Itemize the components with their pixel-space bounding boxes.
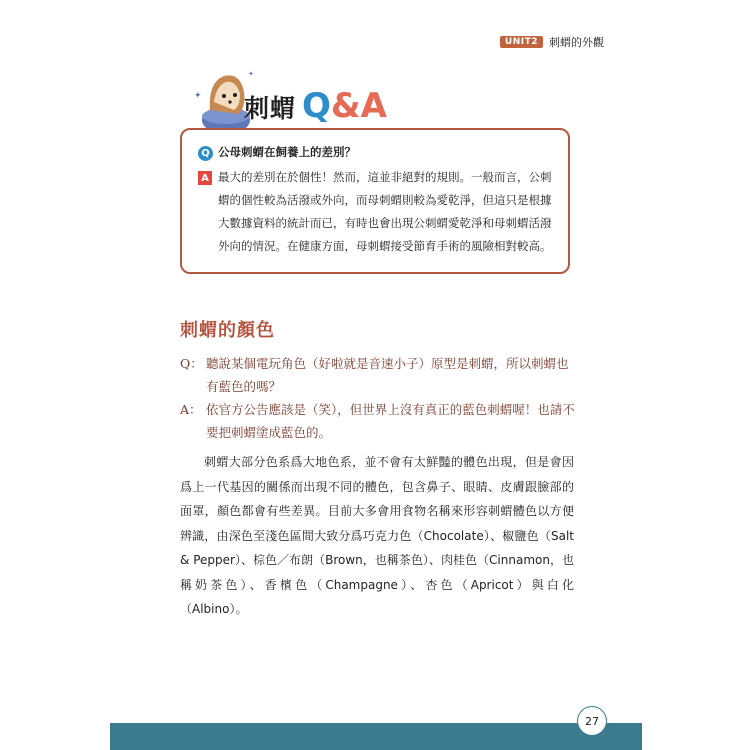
dialogue-q-text: 聽說某個電玩角色（好啦就是音速小子）原型是刺蝟，所以刺蝟也有藍色的嗎？ (206, 356, 569, 394)
qa-heading-zh: 刺蝟 (244, 94, 297, 123)
question-icon: Q (198, 146, 213, 161)
footer-bar (110, 723, 642, 750)
qa-heading-a: A (360, 86, 387, 126)
answer-icon: A (198, 171, 212, 185)
unit-badge: UNIT2 (500, 36, 543, 48)
dialogue-answer (180, 398, 580, 444)
page-number: 27 (577, 706, 607, 736)
book-page (110, 0, 642, 750)
dialogue-block (180, 352, 580, 444)
svg-text:✦: ✦ (194, 91, 202, 101)
dialogue-q-label: Q： (180, 356, 203, 371)
svg-text:✦: ✦ (248, 70, 254, 78)
body-paragraph: 刺蝟大部分色系爲大地色系，並不會有太鮮豔的體色出現，但是會因爲上一代基因的關係而出現不同的體色，包含鼻子、眼睛、皮膚跟臉部的面罩，顏色都會有些差異。目前大多會用食物名稱來形容刺蝟體色以方便辨識，由深色至淺色區間大致分爲巧克力色（Chocolate）、椒鹽色（Salt & Pepper）、棕色／布朗（Brown，也稱茶色）、肉桂色（Cinnamon，也稱奶茶色）、香檳色（Champagne）、杏色（Apricot）與白化（Albino）。 (180, 455, 574, 616)
chapter-header (500, 34, 604, 50)
unit-title: 刺蝟的外觀 (549, 36, 604, 49)
question-text: 公母刺蝟在飼養上的差別？ (218, 145, 356, 159)
dialogue-question (180, 352, 580, 398)
qa-heading-amp: & (330, 86, 361, 126)
qa-heading-q: Q (302, 86, 331, 126)
section-title-text: 刺蝟的顏色 (180, 320, 275, 341)
qa-heading (244, 86, 387, 126)
dialogue-a-label: A： (180, 402, 202, 417)
dialogue-a-text: 依官方公告應該是（笑），但世界上沒有真正的藍色刺蝟喔！也請不要把刺蝟塗成藍色的。 (206, 402, 575, 440)
section-title (180, 316, 275, 342)
qa-box (180, 128, 570, 274)
answer-text: 最大的差別在於個性！然而，這並非絕對的規則。一般而言，公刺蝟的個性較為活潑或外向，而母刺蝟則較為愛乾淨，但這只是根據大數據資料的統計而已，有時也會出現公刺蝟愛乾淨和母刺蝟活潑外向的情況。在健康方面，母刺蝟接受節育手術的風險相對較高。 (218, 170, 552, 253)
